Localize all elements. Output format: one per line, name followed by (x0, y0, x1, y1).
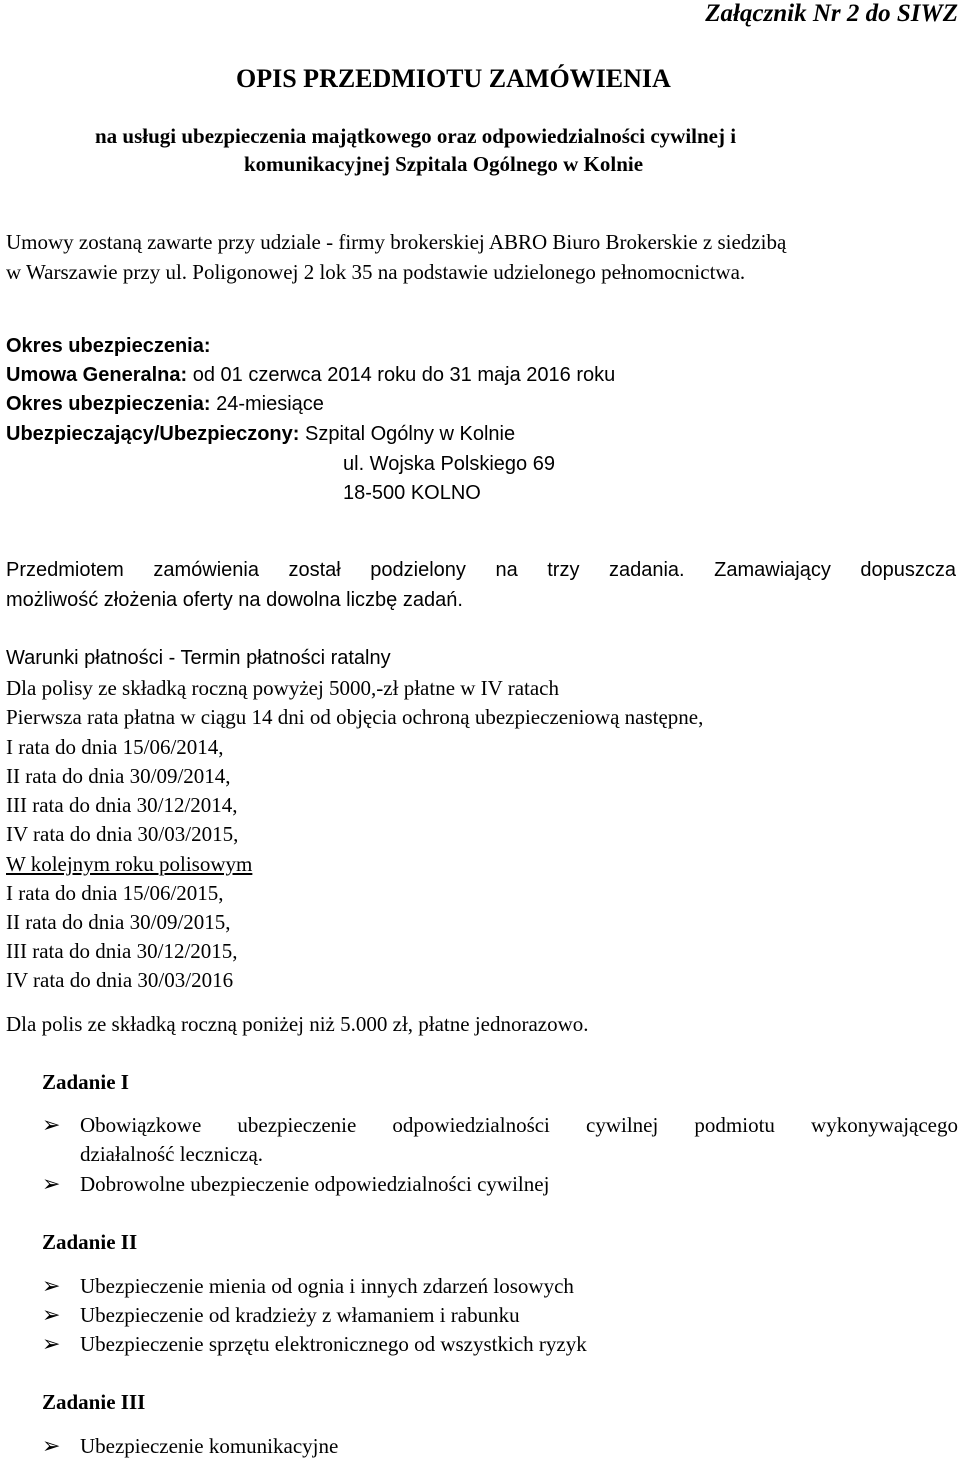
task-1-item-1: Obowiązkowe ubezpieczenie odpowiedzialności cywilnej podmiotu wykonywającego (80, 1113, 958, 1137)
arrow-bullet-icon: ➢ (42, 1273, 61, 1298)
task-1-item-2: Dobrowolne ubezpieczenie odpowiedzialności cywilnej (80, 1172, 550, 1196)
task-2-item-3: Ubezpieczenie sprzętu elektronicznego od wszystkich ryzyk (80, 1332, 587, 1356)
subtitle-line-2: komunikacyjnej Szpitala Ogólnego w Kolnie (244, 152, 644, 176)
period-label: Okres ubezpieczenia: (6, 393, 211, 415)
installment-2014-1: I rata do dnia 15/06/2014, (6, 735, 224, 759)
agreement-value: od 01 czerwca 2014 roku do 31 maja 2016 roku (187, 364, 616, 386)
arrow-bullet-icon: ➢ (42, 1171, 61, 1196)
installment-2014-2: II rata do dnia 30/09/2014, (6, 764, 231, 788)
subject-line-2: możliwość złożenia oferty na dowolna liczbę zadań. (6, 589, 463, 611)
payment-line-1: Dla polisy ze składką roczną powyżej 5000,-zł płatne w IV ratach (6, 676, 559, 700)
arrow-bullet-icon: ➢ (42, 1302, 61, 1327)
arrow-bullet-icon: ➢ (42, 1331, 61, 1356)
installment-2015-2: II rata do dnia 30/09/2015, (6, 910, 231, 934)
period-line (6, 393, 324, 416)
single-payment-line: Dla polis ze składką roczną poniżej niż 5.000 zł, płatne jednorazowo. (6, 1012, 589, 1036)
period-heading: Okres ubezpieczenia: (6, 335, 211, 357)
task-1-heading: Zadanie I (42, 1070, 129, 1094)
task-2-heading: Zadanie II (42, 1230, 138, 1254)
period-value: 24-miesiące (210, 393, 324, 415)
task-1-item-1-cont: działalność leczniczą. (80, 1142, 264, 1166)
address-city: 18-500 KOLNO (343, 482, 481, 504)
next-policy-year-label: W kolejnym roku polisowym (6, 852, 253, 876)
document-title: OPIS PRZEDMIOTU ZAMÓWIENIA (236, 64, 671, 93)
insured-label: Ubezpieczający/Ubezpieczony: (6, 423, 300, 445)
agreement-line (6, 364, 615, 387)
installment-2014-3: III rata do dnia 30/12/2014, (6, 793, 238, 817)
intro-line-2: w Warszawie przy ul. Poligonowej 2 lok 35 na podstawie udzielonego pełnomocnictwa. (6, 260, 746, 284)
installment-2015-4: IV rata do dnia 30/03/2016 (6, 968, 234, 992)
subtitle-line-1: na usługi ubezpieczenia majątkowego oraz odpowiedzialności cywilnej i (95, 124, 737, 148)
arrow-bullet-icon: ➢ (42, 1433, 61, 1458)
task-2-item-1: Ubezpieczenie mienia od ognia i innych zdarzeń losowych (80, 1274, 574, 1298)
intro-line-1: Umowy zostaną zawarte przy udziale - firmy brokerskiej ABRO Biuro Brokerskie z siedzibą (6, 230, 787, 254)
installment-2014-4: IV rata do dnia 30/03/2015, (6, 822, 239, 846)
agreement-label: Umowa Generalna: (6, 364, 188, 386)
task-2-item-2: Ubezpieczenie od kradzieży z włamaniem i rabunku (80, 1303, 520, 1327)
task-3-item-1: Ubezpieczenie komunikacyjne (80, 1434, 339, 1458)
insured-value: Szpital Ogólny w Kolnie (299, 423, 516, 445)
address-street: ul. Wojska Polskiego 69 (343, 453, 555, 475)
task-3-heading: Zadanie III (42, 1390, 146, 1414)
arrow-bullet-icon: ➢ (42, 1112, 61, 1137)
annex-label: Załącznik Nr 2 do SIWZ (705, 0, 958, 27)
payment-line-2: Pierwsza rata płatna w ciągu 14 dni od objęcia ochroną ubezpieczeniową następne, (6, 705, 704, 729)
insured-line (6, 423, 515, 446)
payment-heading: Warunki płatności - Termin płatności ratalny (6, 647, 391, 669)
installment-2015-1: I rata do dnia 15/06/2015, (6, 881, 224, 905)
subject-line-1: Przedmiotem zamówienia został podzielony na trzy zadania. Zamawiający dopuszcza (6, 559, 956, 581)
installment-2015-3: III rata do dnia 30/12/2015, (6, 939, 238, 963)
